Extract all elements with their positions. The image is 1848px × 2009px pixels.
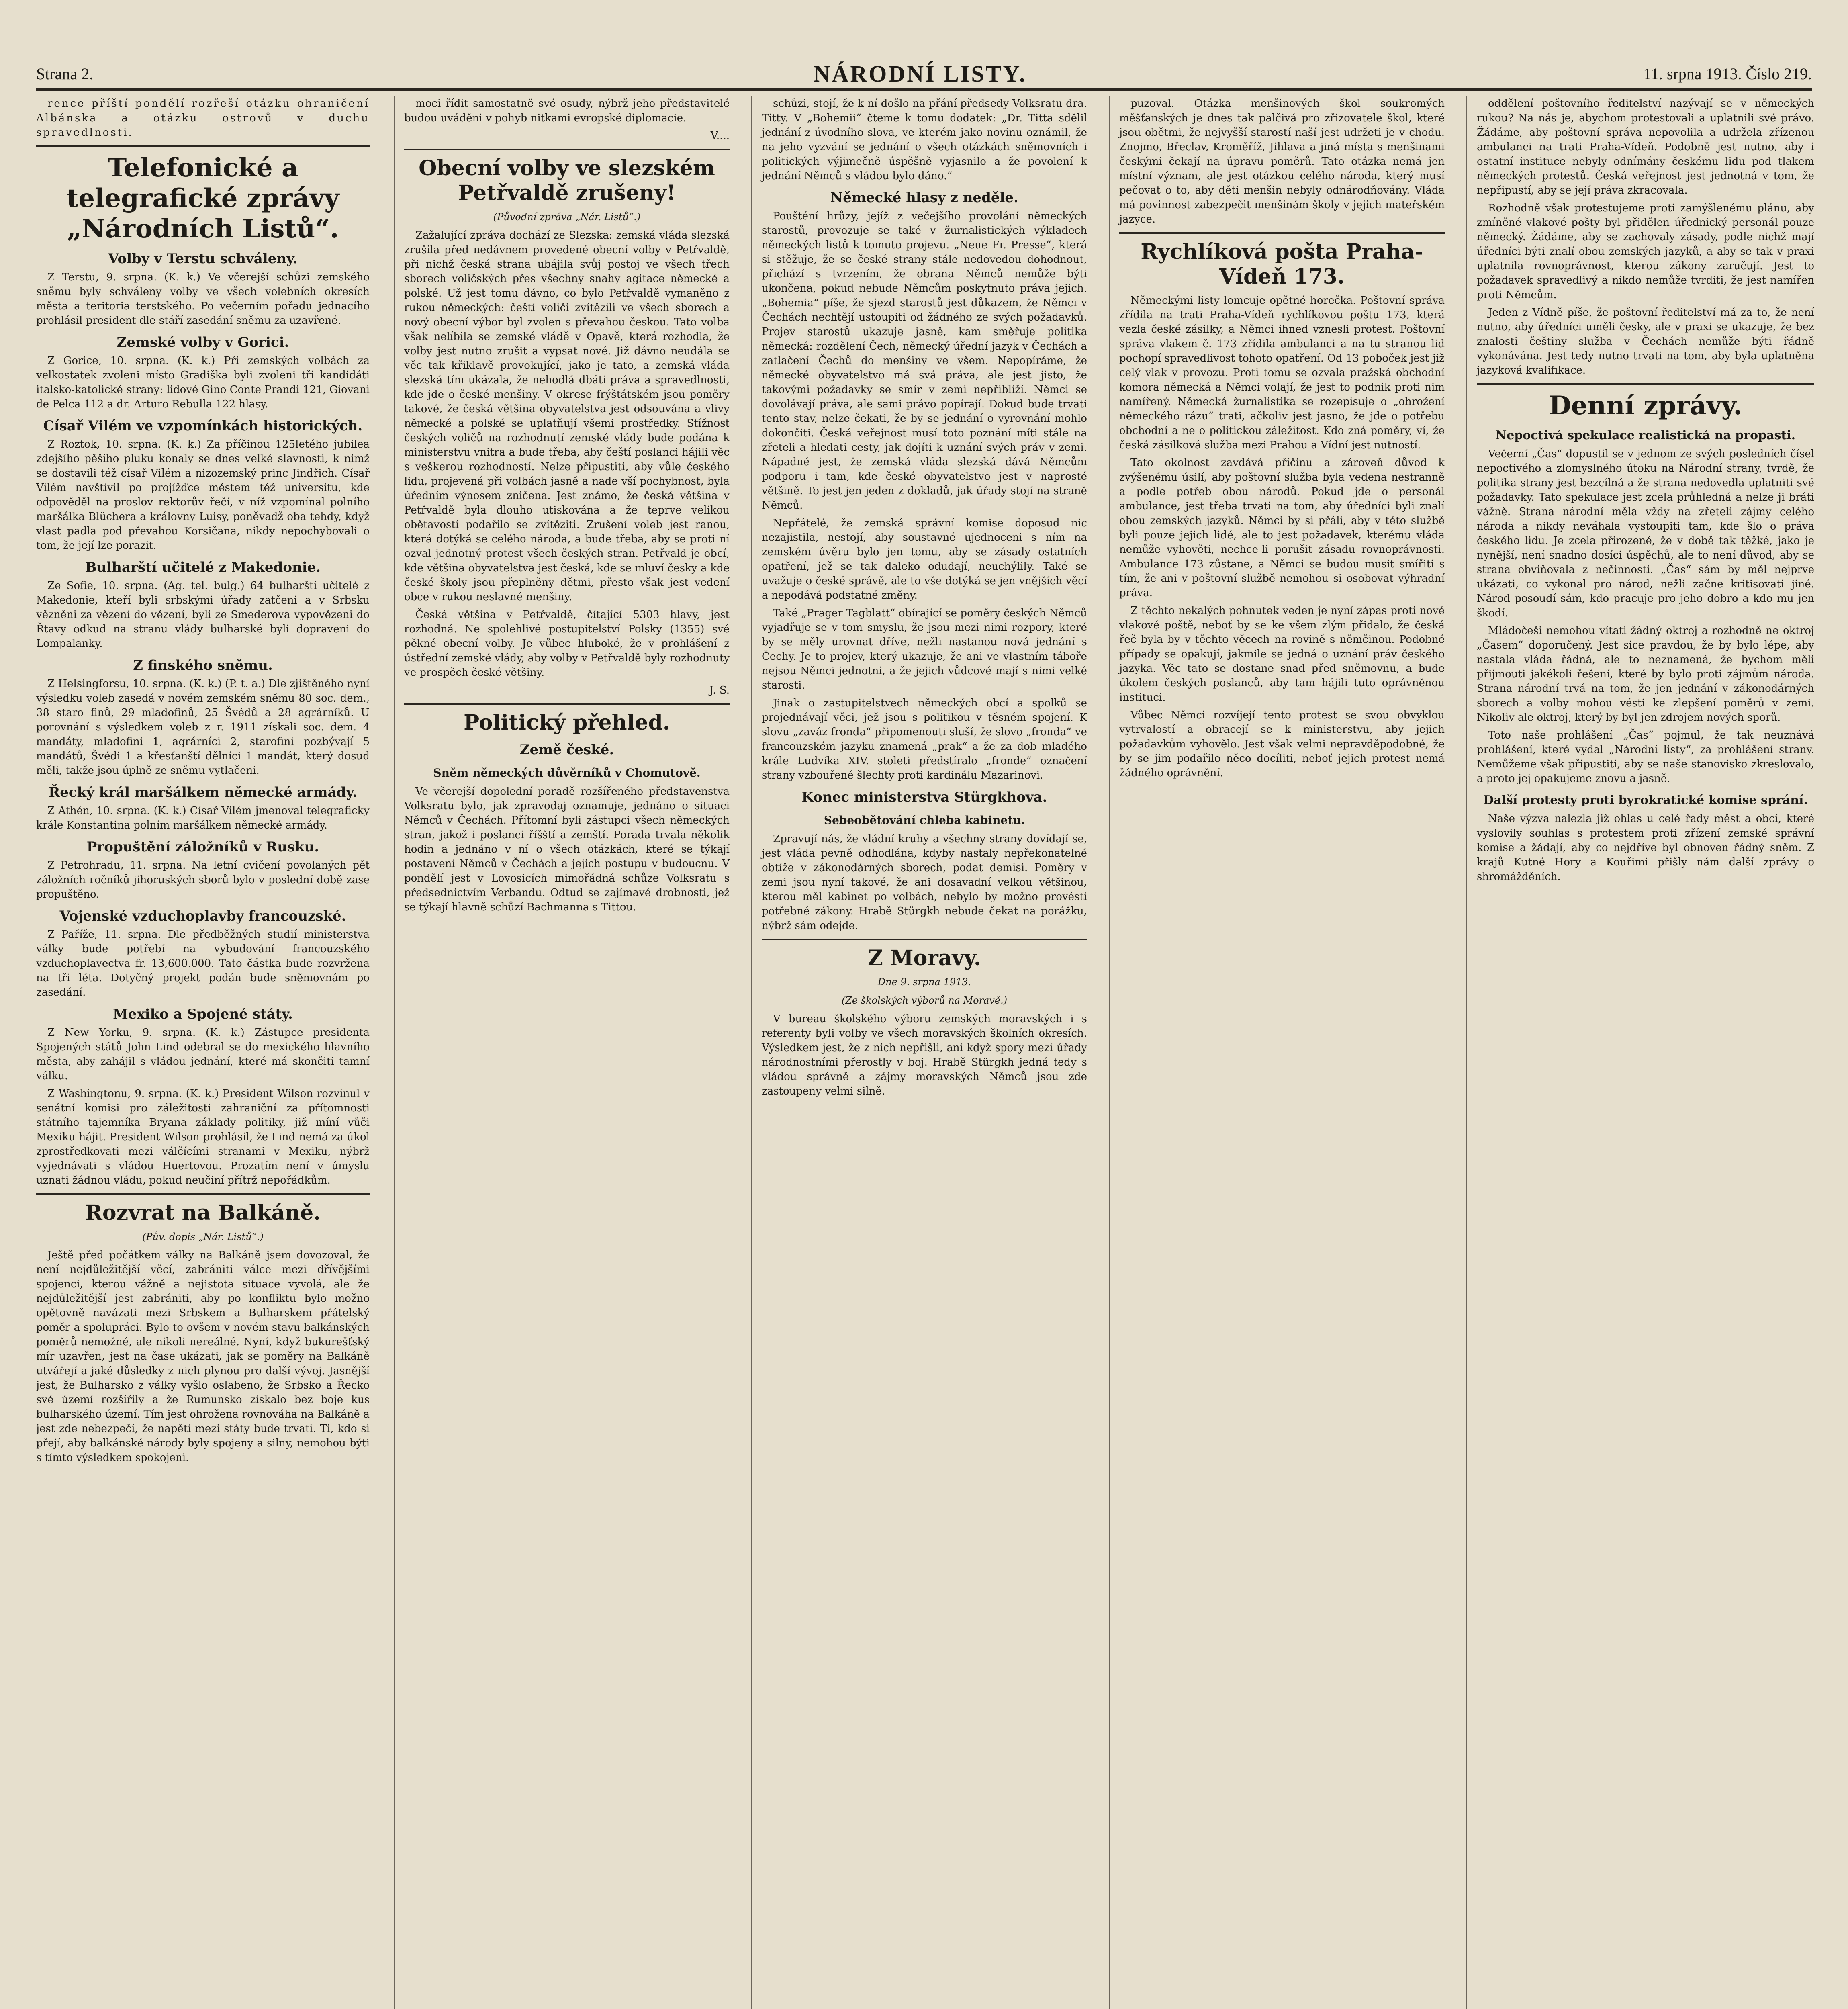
news-text: Z Paříže, 11. srpna. Dle předběžných studií ministerstva války bude potřebí na vybudování francouzského vzduchoplavectva fr. 13,600.000. Tato částka bude rozvržena na tři léta. Dotyčný projekt podán bude sněmovnám po zasedání.: [36, 929, 370, 998]
news-title: Propuštění záložníků v Rusku.: [86, 839, 319, 855]
article-body: Z těchto nekalých pohnutek veden je nyní zápas proti nové vlakové poště, neboť by se ke všem zlým přidalo, že česká řeč byla by v těchto věcech na rovině s němčinou. Podobné případy se opakují, jakmile se jedná o uznání práv českého jazyka. Věc tato se dostane snad před sněmovnu, a bude úkolem českých poslanců, aby tam hájili tuto oprávněnou instituci.: [1119, 605, 1445, 704]
article-body: schůzi, stojí, že k ní došlo na přání předsedy Volksratu dra. Titty. V „Bohemii“ čteme k tomu dodatek: „Dr. Titta sdělil jednání z úvodního slova, ve kterém jako novinu oznámil, že na jeho vyzvání se jednání o všech otázkách sněmovních i politických výjimečně úspěšně vyjasnilo a že povolení k jednání Němců s vládou bylo dáno.“: [762, 98, 1087, 182]
newspaper-title: NÁRODNÍ LISTY.: [813, 61, 1027, 87]
news-text: Z Athén, 10. srpna. (K. k.) Císař Vilém jmenoval telegraficky krále Konstantina polním maršálkem německé armády.: [36, 805, 370, 831]
article-body: Zažalující zpráva dochází ze Slezska: zemská vláda slezská zrušila před nedávnem provedené obecní volby v Petřvaldě, při nichž česká strana ubájila svůj postoj ve všech třech sborech voličských přes všechny snahy agitace německé a polské. Už jest tomu dávno, co bylo Petřvaldě vymaněno z rukou německých: čeští voliči zvítězili ve všech sborech a nový obecní výbor byl zvolen s převahou českou. Tato volba však nelíbila se zemské vládě v Opavě, která rozhodla, že volby jest nutno zrušit a vypsat nové. Již dávno neudála se věc tak křiklavě provokující, jako je tato, a zemská vláda slezská tím ukázala, že nehodlá dbáti práva a spravedlnosti, kde jde o české menšiny. V okrese frýštátském jsou poměry takové, že česká většina obyvatelstva jest odsouvána a vlivy německé a polské se uplatňují všemi prostředky. Stížnost českých voličů na rozhodnutí zemské vlády bude podána k ministerstvu vnitra a bude třeba, aby čeští poslanci hájili věc s veškerou rozhodností. Nelze připustiti, aby vůle českého lidu, projevená při volbách jasně a nade vší pochybnost, byla úředním výnosem zničena. Jest známo, že česká většina v Petřvaldě byla dlouho utiskována a že teprve velikou obětavostí podařilo se zvítěziti. Zrušení voleb jest ranou, která dotýká se celého národa, a bude třeba, aby se proti ní ozval jednotný protest všech českých stran. Petřvald je obcí, kde většina obyvatelstva jest česká, kde se mluví česky a kde české školy jsou přeplněny dětmi, přesto však jest vedení obce v rukou neslavné menšiny.: [404, 229, 730, 603]
divider: [1477, 383, 1814, 385]
article-body: Naše výzva nalezla již ohlas u celé řady měst a obcí, které vyslovily souhlas s protestem proti zřízení zemské správní komise a žádají, aby co nejdříve byl obnoven řádný sněm. Z krajů Kutné Hory a Kouřimi přišly nám další zprávy o shromážděních.: [1477, 813, 1814, 883]
news-title: Konec ministerstva Stürgkhova.: [801, 789, 1047, 805]
intro-paragraph: moci řídit samostatně své osudy, nýbrž jeho představitelé budou uváděni v pohyb nitkami evropské diplomacie.: [404, 98, 730, 124]
news-title: Bulharští učitelé z Makedonie.: [85, 559, 321, 575]
news-text: Z Terstu, 9. srpna. (K. k.) Ve včerejší schůzi zemského sněmu byly schváleny volby ve všech volebních okresích města a teritoria terstského. Po večerním pořadu jednacího prohlásil president dle stáří zasedání sněmu za uzavřené.: [36, 271, 370, 327]
section-heading: Telefonické a telegrafické zprávy „Národních Listů“.: [66, 153, 339, 244]
article-body: Také „Prager Tagblatt“ obírající se poměry českých Němců vyjadřuje se v tom smyslu, že jsou mezi nimi rozpory, které by se měly urovnat dříve, nežli nastanou nová jednání s Čechy. Je to projev, který ukazuje, že ani ve vlastním táboře nejsou Němci jednotni, a že jejich vůdcové mají s nimi velké starosti.: [762, 607, 1087, 691]
news-subtitle: Sebeobětování chleba kabinetu.: [824, 814, 1025, 827]
article-body: Německými listy lomcuje opětné horečka. Poštovní správa zřídila na trati Praha-Vídeň rychlíkovou poštu 173, která vezla české zásilky, a Němci ihned vznesli protest. Poštovní správa vlakem č. 173 zřídila ambulanci a na tu stranou lid pochopí spravedlivost tohoto opatření. Od 13 poboček jest již celý vlak v provozu. Proti tomu se ozvala pražská obchodní komora německá a Němci volají, že jest to podnik proti nim namířený. Německá žurnalistika se rozepisuje o „ohrožení německého rázu“ trati, ačkoliv jest jasno, že jde o potřebu obchodní a ne o politickou záležitost. Kdo zná poměry, ví, že česká zásilková služba mezi Prahou a Vídní jest nutností.: [1119, 295, 1445, 451]
article-body: Ještě před počátkem války na Balkáně jsem dovozoval, že není nejdůležitější věcí, zabrániti válce mezi dřívějšími spojenci, kterou vážně a nejistota situace vyvolá, ale že nejdůležitější jest zabrániti, aby po konfliktu bylo možno opětovně navázati mezi Srbskem a Bulharskem přátelský poměr a spolupráci. Bylo to ovšem v novém stavu balkánských poměrů nemožné, ale nikoli nereálné. Nyní, když bukurešťský mír uzavřen, jest na čase ukázati, jak se poměry na Balkáně utvářejí a jaké důsledky z nich plynou pro další vývoj. Jasnější jest, že Bulharsko z války vyšlo oslabeno, že Srbsko a Řecko své území rozšířily a že Rumunsko získalo bez boje kus bulharského území. Tím jest ohrožena rovnováha na Balkáně a jest zde nebezpečí, že napětí mezi státy bude trvati. Ti, kdo si přejí, aby balkánské národy byly spojeny a silny, nemohou býti s tímto výsledkem spokojeni.: [36, 1249, 370, 1464]
article-subtitle: (Ze školských výborů na Moravě.): [841, 995, 1008, 1006]
article-body: Česká většina v Petřvaldě, čítající 5303 hlavy, jest rozhodná. Ne spolehlivé postupitelství Polsky (1355) své pěkné obecní volby. Je vůbec hluboké, že v prohlášení z ústřední zemské vlády, aby volby v Petřvaldě byly rozhodnuty ve prospěch české většiny.: [404, 609, 730, 679]
news-title: Císař Vilém ve vzpomínkách historických.: [43, 418, 363, 434]
section-heading: Denní zprávy.: [1549, 391, 1742, 421]
news-title: Vojenské vzduchoplavby francouzské.: [59, 908, 346, 924]
column-4: [1109, 96, 1445, 2009]
article-body: Zpravují nás, že vládní kruhy a všechny strany dovídají se, jest vláda pevně odhodlána, kdyby nastaly nepřekonatelné obtíže v zákonodárných sborech, podat demisi. Poměry v zemi jsou nyní takové, že ani dosavadní velkou většinou, kterou měl kabinet po volbách, nebylo by možno provésti potřebné zákony. Hrabě Stürgkh nebude čekat na porážku, nýbrž sám odejde.: [762, 833, 1087, 932]
article-source: (Původní zpráva „Nár. Listů“.): [493, 211, 641, 223]
news-text: Z Washingtonu, 9. srpna. (K. k.) President Wilson rozvinul v senátní komisi pro záležitosti zahraniční za přítomnosti státního tajemníka Bryana základy politiky, již míní vůči Mexiku hájit. President Wilson prohlásil, že Lind nemá za úkol zprostředkovati mezi válčícími stranami v Mexiku, nýbrž vyjednávati s vládou Huertovou. Prozatím není v úmyslu uznati žádnou vládu, pokud neučiní přítrž nepořádkům.: [36, 1088, 370, 1187]
news-title: Z finského sněmu.: [133, 657, 273, 673]
news-title: Mexiko a Spojené státy.: [113, 1006, 293, 1022]
news-text: Z New Yorku, 9. srpna. (K. k.) Zástupce presidenta Spojených států John Lind odebral se do mexického hlavního města, aby zahájil s vládou jednání, které má skončiti tamní válku.: [36, 1027, 370, 1082]
news-title: Sněm německých důvěrníků v Chomutově.: [433, 766, 701, 779]
column-1: [36, 96, 370, 2009]
article-body: Toto naše prohlášení „Čas“ pojmul, že tak neuznává prohlášení, které vydal „Národní listy“, za prohlášení strany. Nemůžeme však připustiti, aby se naše stanovisko zkreslovalo, a proto jej opakujeme znovu a jasně.: [1477, 729, 1814, 785]
news-title: Německé hlasy z neděle.: [830, 190, 1018, 206]
article-heading: Rychlíková pošta Praha-Vídeň 173.: [1141, 239, 1423, 289]
article-body: Jeden z Vídně píše, že poštovní ředitelství má za to, že není nutno, aby úředníci uměli česky, ale v praxi se ukazuje, že bez znalosti češtiny služba v Čechách nemůže býti řádně vykonávána. Jest tedy nutno trvati na tom, aby byla uplatněna jazyková kvalifikace.: [1477, 307, 1814, 376]
column-3: [751, 96, 1087, 2009]
masthead: [36, 60, 1812, 91]
article-body: V bureau školského výboru zemských moravských i s referenty byli volby ve všech moravských školních okresích. Výsledkem jest, že z nich nepřišli, ani když spory mezi úřady národnostními přerostly v boj. Hrabě Stürgkh jedná tedy s vládou správně a zájmy moravských Němců jsou zde zastoupeny velmi silně.: [762, 1013, 1087, 1097]
divider: [36, 1193, 370, 1195]
news-text: Z Roztok, 10. srpna. (K. k.) Za příčinou 125letého jubilea zdejšího pěšího pluku konaly se dnes velké slavnosti, k nimž se dostavili též císař Vilém a nizozemský princ Jindřich. Císař Vilém navštívil po projížďce městem též universitu, kde odpověděl na proslov rektorův řečí, v níž vzpomínal polního maršálka Blüchera a královny Luisy, poněvadž oba tehdy, když vlast padla pod převahou Korsičana, nikdy nepochybovali o tom, že její lze porazit.: [36, 438, 370, 552]
article-body: puzoval. Otázka menšinových škol soukromých měšťanských je dnes tak palčivá pro zřizovatele škol, které jsou obětmi, že nejvyšší starostí naší jest udržeti je v chodu. Znojmo, Břeclav, Kroměříž, Jihlava a jiná místa s menšinami českými čekají na úpravu poměrů. Tato otázka nemá jen místní význam, ale jest otázkou celého národa, který musí pečovat o to, aby děti menšin nebyly odnárodňovány. Vláda má povinnost zabezpečit menšinám školy v jejich mateřském jazyce.: [1119, 98, 1445, 225]
intro-signature: V....: [710, 130, 730, 142]
news-title: Další protesty proti byrokratické komise sprání.: [1483, 793, 1808, 807]
article-body: Vůbec Němci rozvíjejí tento protest se svou obvyklou vytrvalostí a obracejí se k ministerstvu, aby jejich požadavkům vyhovělo. Jest však velmi nepravděpodobné, že by se jim podařilo něco docíliti, neboť jejich protest nemá žádného oprávnění.: [1119, 709, 1445, 779]
news-text: Z Gorice, 10. srpna. (K. k.) Při zemských volbách za velkostatek zvoleni místo Gradiška byli zvoleni tři kandidáti italsko-katolické strany: lidové Gino Conte Prandi 121, Giovani de Pelca 112 a dr. Arturo Rebulla 122 hlasy.: [36, 355, 370, 410]
news-text: Ze Sofie, 10. srpna. (Ag. tel. bulg.) 64 bulharští učitelé z Makedonie, kteří byli srbskými úřady zatčeni a v Srbsku vězněni za vězení do vězení, byli ze Smederova vypovězeni do Řtavy odkud na stranu vlády bulharské byli dopraveni do Lompalanky.: [36, 580, 370, 650]
article-date: Dne 9. srpna 1913.: [877, 976, 971, 988]
news-text: Z Helsingforsu, 10. srpna. (K. k.) (P. t. a.) Dle zjištěného nyní výsledku voleb zasedá v novém zemském sněmu 80 soc. dem., 38 staro finů, 29 mladofinů, 25 Švédů a 28 agrárníků. U porovnání s výsledkem voleb z r. 1911 získali soc. dem. 4 mandáty, mladofini 1, agrárníci 2, starofini pozbývají 5 mandátů, Švédi 1 a křesťanští dělníci 1 mandát, který dosud měli, takže jsou úplně ze sněmu vytlačeni.: [36, 678, 370, 777]
issue-date: 11. srpna 1913. Číslo 219.: [1643, 65, 1812, 83]
divider: [1119, 232, 1445, 234]
column-2: [394, 96, 730, 2009]
divider: [762, 939, 1087, 940]
section-heading: Politický přehled.: [464, 710, 670, 735]
article-heading: Rozvrat na Balkáně.: [85, 1201, 321, 1225]
page-number: Strana 2.: [36, 65, 94, 83]
news-title: Zemské volby v Gorici.: [117, 334, 289, 350]
article-heading: Z Moravy.: [868, 946, 981, 970]
article-body: Tato okolnost zavdává příčinu a zároveň důvod k zvýšenému úsilí, aby poštovní služba byla vedena nestranně a podle potřeb obou národů. Pokud jde o personál ambulance, jest třeba trvati na tom, aby úředníci byli znalí obou zemských jazyků. Němci by si přáli, aby v této službě byli pouze jejich lidé, ale to jest požadavek, kterému vláda nemůže vyhověti, nechce-li porušit zásadu rovnoprávnosti. Ambulance 173 zůstane, a Němci se budou musit smířiti s tím, že ani v poštovní službě nemohou si osobovat výhradní práva.: [1119, 457, 1445, 599]
article-heading: Obecní volby ve slezském Petřvaldě zrušeny!: [419, 156, 715, 205]
article-body: Večerní „Čas“ dopustil se v jednom ze svých posledních čísel nepoctivého a zlomyslného útoku na Národní strany, tvrdě, že politika strany jest bezcílná a že strana nedovedla uplatniti své požadavky. Tato spekulace jest zcela průhledná a nelze ji bráti vážně. Strana národní měla vždy na zřeteli zájmy celého národa a nikdy neváhala vystoupiti tam, kde šlo o práva českého lidu. Je zcela přirozené, že v době tak těžké, jako je nynější, není snadno dosíci úspěchů, ale to není důvod, aby se strana obviňovala z nečinnosti. „Čas“ sám by měl nejprve ukázati, co vykonal pro národ, nežli začne kritisovati jiné. Národ posoudí sám, kdo pracuje pro jeho dobro a kdo mu jen škodí.: [1477, 448, 1814, 619]
news-list: [36, 250, 370, 1188]
article-source: (Pův. dopis „Nár. Listů“.): [142, 1231, 264, 1242]
subsection-heading: Země české.: [519, 742, 614, 758]
article-signature: J. S.: [709, 684, 730, 696]
news-title: Volby v Terstu schváleny.: [108, 251, 298, 267]
news-text: Z Petrohradu, 11. srpna. Na letní cvičení povolaných pět záložních ročníků jihoruských sborů bylo v poslední době zase propuštěno.: [36, 859, 370, 900]
article-body: Mládočeši nemohou vítati žádný oktroj a rozhodně ne oktroj „Časem“ doporučený. Jest sice pravdou, že by bylo lépe, aby nastala vláda řádná, ale to neznamená, že bychom měli přijmouti jakékoli řešení, které by bylo proti zájmům národa. Strana národní trvá na tom, že jen jednání v zákonodárných sborech a volby mohou vésti ke zlepšení poměrů v zemi. Nikoliv ale oktroj, který by byl jen zdrojem nových sporů.: [1477, 625, 1814, 724]
article-body: Ve včerejší dopolední poradě rozšířeného představenstva Volksratu bylo, jak zpravodaj oznamuje, jednáno o situaci Němců v Čechách. Přítomní byli zástupci všech německých stran, jakož i poslanci říšští a zemští. Porada trvala několik hodin a jednáno v ní o všech otázkách, které se týkají postavení Němců v Čechách a jejich postupu v budoucnu. V pondělí jest v Lovosicích mimořádná schůze Volksratu s předsednictvím Verbandu. Odtud se zajímavé drobnosti, jež se týkají hlavně schůzí Bachmanna s Tittou.: [404, 786, 730, 913]
divider: [36, 145, 370, 147]
news-title: Nepoctivá spekulace realistická na propasti.: [1495, 428, 1796, 442]
intro-paragraph: rence příští pondělí rozřeší otázku ohraničení Albánska a otázku ostrovů v duchu spravedlnosti.: [36, 98, 370, 139]
article-body: Rozhodně však protestujeme proti zamýšlenému plánu, aby zmíněné vlakové pošty byl přidělen úřednický personál pouze německý. Žádáme, aby se zachovaly zásady, podle nichž mají úředníci býti znalí obou zemských jazyků, a aby se tak v praxi uplatnila rovnoprávnost, kterou zákony zaručují. Jest to požadavek spravedlivý a nikdo nemůže tvrditi, že jest namířen proti Němcům.: [1477, 202, 1814, 301]
article-body: Nepřátelé, že zemská správní komise doposud nic nezajistila, nestojí, aby soustavné ujednoceni s ním na zemském úvěru bylo jen tomu, aby se zásady ostatních opatření, jež se tak daleko odudají, neuchýlily. Také se uvažuje o české správě, ale to vše dotýká se jen vnějších věcí a nepodává podstatné změny.: [762, 517, 1087, 601]
article-body: Jinak o zastupitelstvech německých obcí a spolků se projednávají věci, jež jsou s politikou v těsném spojení. K slovu „zaváz fronda“ připomenouti sluší, že slovo „fronda“ ve francouzském jazyku znamená „prak“ a že za dob mladého krále Ludvíka XIV. stoleti předstíralo „fronde“ označení strany vzbouřené šlechty proti kardinálu Mazarinovi.: [762, 697, 1087, 782]
article-body: oddělení poštovního ředitelství nazývají se v německých rukou? Na nás je, abychom protestovali a uplatnili své právo. Žádáme, aby poštovní správa nepovolila a udržela zřízenou ambulanci na trati Praha-Vídeň. Podobně jest nutno, aby i ostatní instituce nebyly odnímány českému lidu pod tlakem německých protestů. Česká veřejnost jest jednotná v tom, že nepřipustí, aby se její práva zkracovala.: [1477, 98, 1814, 196]
divider: [404, 703, 730, 705]
article-body: Poušténí hrůzy, jejíž z večejšího provolání německých starostů, provozuje se také v žurnalistických výkladech německých listů k tomuto projevu. „Neue Fr. Presse“, která si stěžuje, že se české strany stále nedovedou dohodnout, přichází s tvrzením, že obrana Němců nemůže býti ukončena, pokud nebude Němcům poskytnuto práva jejich. „Bohemia“ píše, že sjezd starostů jest důkazem, že Němci v Čechách nechtějí ustoupiti od žádného ze svých požadavků. Projev starostů ukazuje jasně, kam směřuje politika německá: rozdělení Čech, německý úřední jazyk v Čechách a zatlačení Čechů do menšiny ve všem. Nepopíráme, že německé obyvatelstvo má svá práva, ale jest jisto, že takovými požadavky se smír v zemi nepřiblíží. Němci se dovolávají práva, ale sami právo popírají. Dokud bude trvati tento stav, nelze čekati, že by se jednání o vyrovnání mohlo dokončiti. Česká veřejnost musí toto poznání míti stále na zřeteli a hledati cesty, jak dojíti k uznání svých práv v zemi. Nápadné jest, že zemská vláda slezská dává Němcům podporu i tam, kde české obyvatelstvo jest v naprosté většině. To jest jen jeden z dokladů, jak úřady stojí na straně Němců.: [762, 210, 1087, 511]
column-5: [1466, 96, 1814, 2009]
divider: [404, 149, 730, 150]
news-title: Řecký král maršálkem německé armády.: [48, 784, 358, 800]
